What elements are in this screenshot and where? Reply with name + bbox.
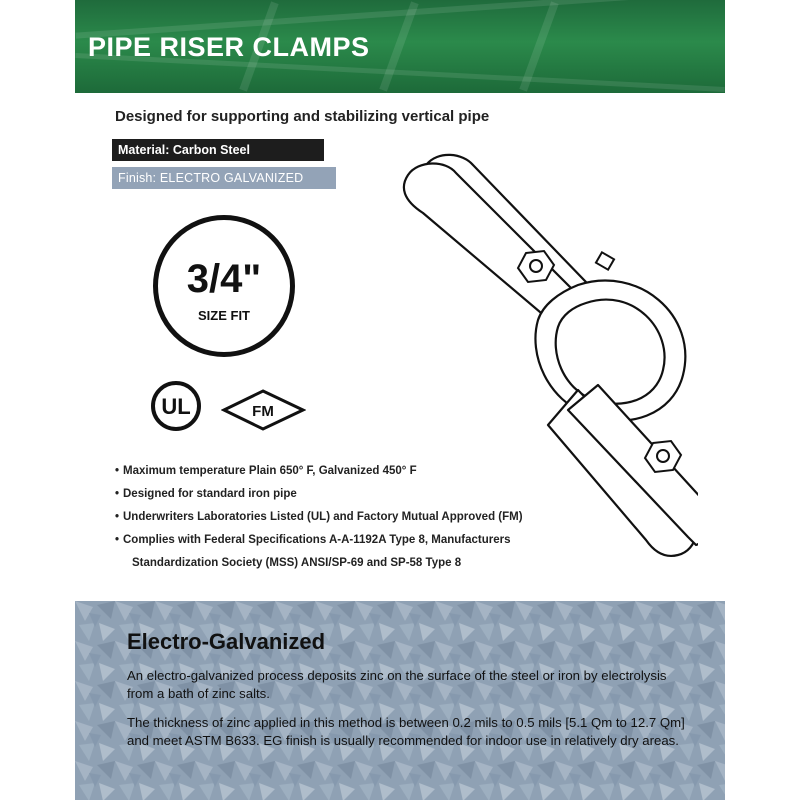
list-item-continuation: Standardization Society (MSS) ANSI/SP-69 and SP-58 Type 8 bbox=[132, 557, 462, 569]
material-tag: Material: Carbon Steel bbox=[112, 139, 324, 161]
feature-list bbox=[115, 460, 675, 575]
paragraph: An electro-galvanized process deposits zinc on the surface of the steel or iron by electrolysis from a bath of zinc salts. bbox=[127, 668, 667, 701]
paragraph: The thickness of zinc applied in this method is between 0.2 mils to 0.5 mils [5.1 Qm to 12.7 Qm] and meet ASTM B633. EG finish is usually recommended for indoor use in relatively dry areas. bbox=[127, 715, 685, 748]
product-sheet bbox=[75, 0, 725, 800]
fm-logo-icon bbox=[221, 388, 306, 432]
fm-logo-text: FM bbox=[252, 403, 274, 420]
page-title: PIPE RISER CLAMPS bbox=[88, 32, 370, 62]
size-label: SIZE FIT bbox=[198, 308, 250, 323]
list-item: • Maximum temperature Plain 650° F, Galvanized 450° F bbox=[115, 460, 675, 483]
finish-tag: Finish: ELECTRO GALVANIZED bbox=[112, 167, 336, 189]
size-badge bbox=[153, 215, 295, 357]
galvanized-section bbox=[75, 601, 725, 800]
subtitle: Designed for supporting and stabilizing vertical pipe bbox=[115, 108, 490, 125]
list-item: • Complies with Federal Specifications A-A-1192A Type 8, Manufacturers bbox=[115, 529, 675, 552]
ul-logo-icon bbox=[150, 380, 202, 432]
header-banner bbox=[75, 0, 725, 93]
section-heading: Electro-Galvanized bbox=[127, 629, 326, 654]
ul-logo-text: UL bbox=[161, 394, 191, 419]
size-value: 3/4" bbox=[186, 257, 262, 301]
list-item: • Designed for standard iron pipe bbox=[115, 483, 675, 506]
list-item: • Underwriters Laboratories Listed (UL) and Factory Mutual Approved (FM) bbox=[115, 506, 675, 529]
